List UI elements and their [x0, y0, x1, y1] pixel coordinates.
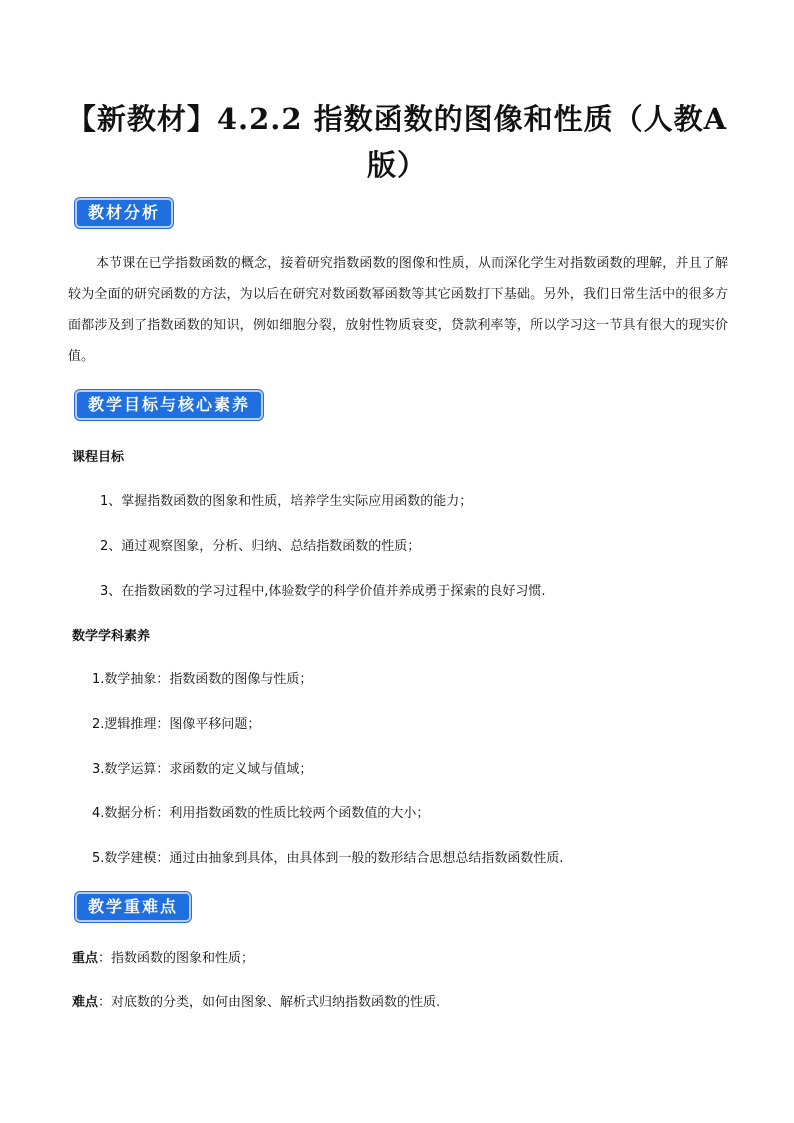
key-point-text: ：指数函数的图象和性质； — [98, 951, 255, 966]
course-goal-item: 3、在指数函数的学习过程中,体验数学的科学价值并养成勇于探索的良好习惯. — [100, 584, 546, 599]
literacy-item: 3.数学运算：求函数的定义域与值域； — [92, 762, 313, 777]
literacy-item: 4.数据分析：利用指数函数的性质比较两个函数值的大小； — [92, 806, 430, 821]
literacy-label: 数学学科素养 — [72, 629, 151, 644]
literacy-item: 5.数学建模：通过由抽象到具体，由具体到一般的数形结合思想总结指数函数性质. — [92, 851, 564, 866]
analysis-paragraph: 本节课在已学指数函数的概念，接着研究指数函数的图像和性质，从而深化学生对指数函数的理解，并且了解较为全面的研究函数的方法，为以后在研究对数函数幂函数等其它函数打下基础。另外，我们日常生活中的很多方面都涉及到了指数函数的知识，例如细胞分裂，放射性物质衰变，贷款利率等，所以学习这一节具有很大的现实价值。 — [68, 256, 728, 364]
difficult-point-label: 难点 — [72, 995, 99, 1010]
course-goal-item: 2、通过观察图象，分析、归纳、总结指数函数的性质； — [100, 539, 421, 554]
section-tag-analysis: 教材分析 — [75, 198, 173, 228]
course-goals-label: 课程目标 — [72, 450, 125, 465]
difficult-point-line — [72, 991, 440, 1010]
document-title: 【新教材】4.2.2 指数函数的图像和性质（人教A版） — [66, 102, 728, 182]
section-tag-goals: 教学目标与核心素养 — [75, 390, 263, 420]
key-point-label: 重点 — [72, 951, 99, 966]
literacy-item: 1.数学抽象：指数函数的图像与性质； — [92, 672, 313, 687]
literacy-item: 2.逻辑推理：图像平移问题； — [92, 717, 261, 732]
course-goal-item: 1、掌握指数函数的图象和性质，培养学生实际应用函数的能力； — [100, 494, 473, 509]
difficult-point-text: ：对底数的分类，如何由图象、解析式归纳指数函数的性质. — [98, 995, 441, 1010]
section-tag-keypoints: 教学重难点 — [75, 892, 191, 922]
key-point-line — [72, 947, 254, 966]
